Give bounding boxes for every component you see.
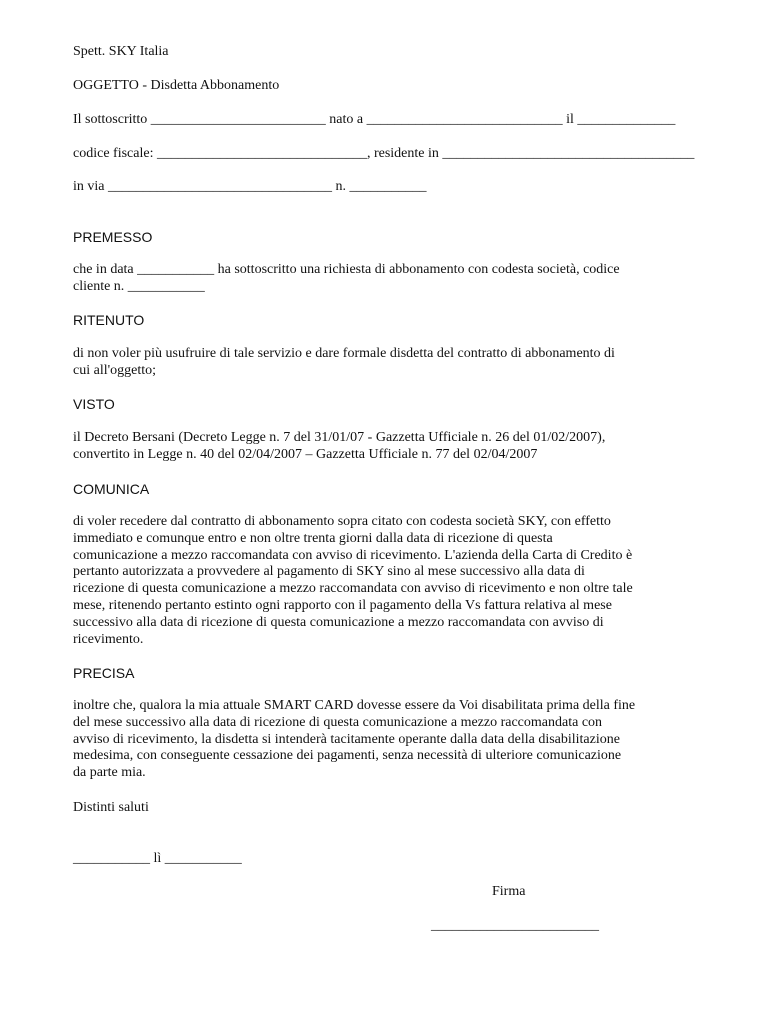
addressee: Spett. SKY Italia [73,44,169,59]
signature-label: Firma [492,884,526,899]
heading-premesso: PREMESSO [73,229,153,245]
form-line-address: in via ________________________________ n. ___________ [73,179,427,194]
place-date-line: ___________ lì ___________ [73,851,242,866]
heading-comunica: COMUNICA [73,481,150,497]
text-premesso: che in data ___________ ha sottoscritto una richiesta di abbonamento con codesta società, codice cliente n. ___________ [73,262,620,294]
text-ritenuto: di non voler più usufruire di tale servizio e dare formale disdetta del contratto di abbonamento di cui all'oggetto; [73,346,615,378]
subject-line: OGGETTO - Disdetta Abbonamento [73,78,280,93]
form-line-fiscal-residence: codice fiscale: ______________________________, residente in ____________________________________ [73,146,695,161]
text-precisa: inoltre che, qualora la mia attuale SMART CARD dovesse essere da Voi disabilitata prima della fine del mese successivo alla data di ricezione di questa comunicazione a mezzo raccomandata con avviso di ricevimento, la disdetta si intenderà tacitamente operante dalla data della disabilitazione medesima, con conseguente cessazione dei pagamenti, senza necessità di ulteriore comunicazione da parte mia. [73,698,636,781]
heading-precisa: PRECISA [73,665,135,681]
signature-line: ________________________ [431,918,599,933]
heading-ritenuto: RITENUTO [73,312,145,328]
text-visto: il Decreto Bersani (Decreto Legge n. 7 del 31/01/07 - Gazzetta Ufficiale n. 26 del 01/02/2007), convertito in Legge n. 40 del 02/04/2007 – Gazzetta Ufficiale n. 77 del 02/04/2007 [73,430,606,462]
form-line-name-birth: Il sottoscritto _________________________ nato a ____________________________ il ______________ [73,112,676,127]
text-comunica: di voler recedere dal contratto di abbonamento sopra citato con codesta società SKY, con effetto immediato e comunque entro e non oltre trenta giorni dalla data di ricezione di questa comunicazione a mezzo raccomandata con avviso di ricevimento. L'azienda della Carta di Credito è pertanto autorizzata a provvedere al pagamento di SKY sino al mese successivo alla data di ricezione di questa comunicazione a mezzo raccomandata con avviso di ricevimento e non oltre tale mese, ritenendo pertanto estinto ogni rapporto con il pagamento della Vs fattura relativa al mese successivo alla data di ricezione di questa comunicazione a mezzo raccomandata con avviso di ricevimento. [73,514,633,647]
heading-visto: VISTO [73,396,115,412]
closing-greeting: Distinti saluti [73,800,149,815]
